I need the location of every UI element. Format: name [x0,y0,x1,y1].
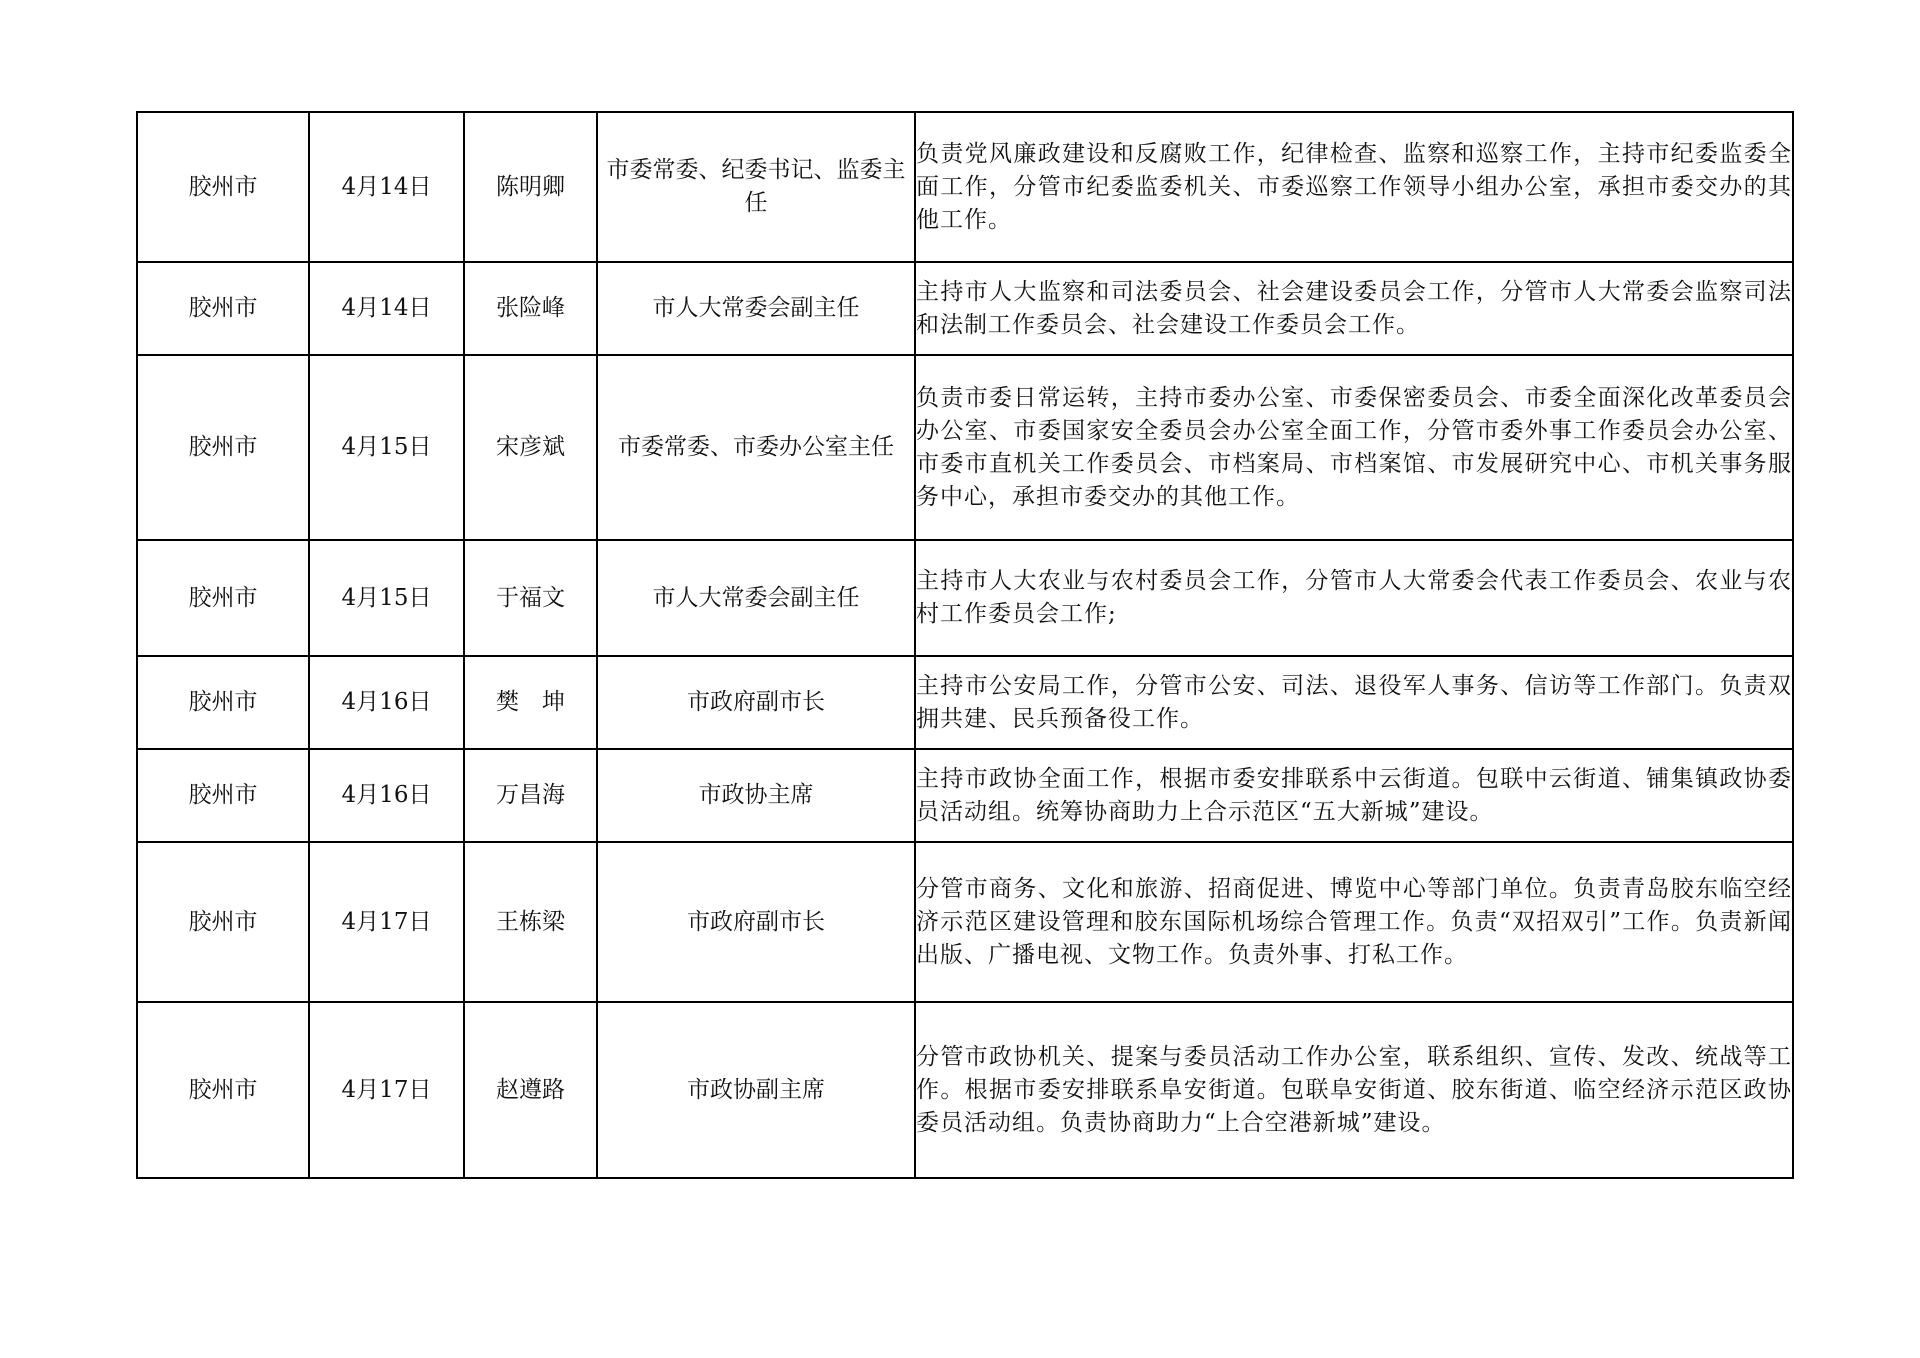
name-cell: 万昌海 [464,749,597,842]
duties-cell: 负责市委日常运转，主持市委办公室、市委保密委员会、市委全面深化改革委员会办公室、市委国家安全委员会办公室全面工作，分管市委外事工作委员会办公室、市委市直机关工作委员会、市档案局、市档案馆、市发展研究中心、市机关事务服务中心，承担市委交办的其他工作。 [915,355,1793,540]
date-cell: 4月16日 [309,656,464,749]
city-cell: 胶州市 [137,842,309,1002]
position-cell: 市政府副市长 [597,842,915,1002]
name-cell: 陈明卿 [464,112,597,262]
date-cell: 4月14日 [309,112,464,262]
duties-cell: 主持市政协全面工作，根据市委安排联系中云街道。包联中云街道、铺集镇政协委员活动组。统筹协商助力上合示范区“五大新城”建设。 [915,749,1793,842]
date-cell: 4月16日 [309,749,464,842]
city-cell: 胶州市 [137,112,309,262]
duties-cell: 主持市公安局工作，分管市公安、司法、退役军人事务、信访等工作部门。负责双拥共建、民兵预备役工作。 [915,656,1793,749]
name-cell: 樊 坤 [464,656,597,749]
date-cell: 4月17日 [309,1002,464,1178]
duties-cell: 分管市商务、文化和旅游、招商促进、博览中心等部门单位。负责青岛胶东临空经济示范区建设管理和胶东国际机场综合管理工作。负责“双招双引”工作。负责新闻出版、广播电视、文物工作。负责外事、打私工作。 [915,842,1793,1002]
duties-cell: 主持市人大农业与农村委员会工作，分管市人大常委会代表工作委员会、农业与农村工作委员会工作; [915,540,1793,656]
position-cell: 市人大常委会副主任 [597,540,915,656]
name-cell: 于福文 [464,540,597,656]
table-row [137,842,1793,1002]
name-cell: 王栋梁 [464,842,597,1002]
position-cell: 市人大常委会副主任 [597,262,915,355]
position-cell: 市政府副市长 [597,656,915,749]
name-cell: 宋彦斌 [464,355,597,540]
name-cell: 张险峰 [464,262,597,355]
name-cell: 赵遵路 [464,1002,597,1178]
table-row [137,262,1793,355]
city-cell: 胶州市 [137,262,309,355]
duties-cell: 主持市人大监察和司法委员会、社会建设委员会工作，分管市人大常委会监察司法和法制工作委员会、社会建设工作委员会工作。 [915,262,1793,355]
position-cell: 市政协副主席 [597,1002,915,1178]
city-cell: 胶州市 [137,656,309,749]
city-cell: 胶州市 [137,355,309,540]
table-row [137,540,1793,656]
position-cell: 市政协主席 [597,749,915,842]
duties-cell: 负责党风廉政建设和反腐败工作，纪律检查、监察和巡察工作，主持市纪委监委全面工作，分管市纪委监委机关、市委巡察工作领导小组办公室，承担市委交办的其他工作。 [915,112,1793,262]
city-cell: 胶州市 [137,540,309,656]
date-cell: 4月17日 [309,842,464,1002]
position-cell: 市委常委、市委办公室主任 [597,355,915,540]
schedule-table [136,111,1794,1179]
table-row [137,656,1793,749]
table-row [137,1002,1793,1178]
city-cell: 胶州市 [137,1002,309,1178]
date-cell: 4月14日 [309,262,464,355]
date-cell: 4月15日 [309,540,464,656]
date-cell: 4月15日 [309,355,464,540]
position-cell: 市委常委、纪委书记、监委主任 [597,112,915,262]
city-cell: 胶州市 [137,749,309,842]
table-row [137,749,1793,842]
table-row [137,355,1793,540]
table-row [137,112,1793,262]
duties-cell: 分管市政协机关、提案与委员活动工作办公室，联系组织、宣传、发改、统战等工作。根据市委安排联系阜安街道。包联阜安街道、胶东街道、临空经济示范区政协委员活动组。负责协商助力“上合空港新城”建设。 [915,1002,1793,1178]
